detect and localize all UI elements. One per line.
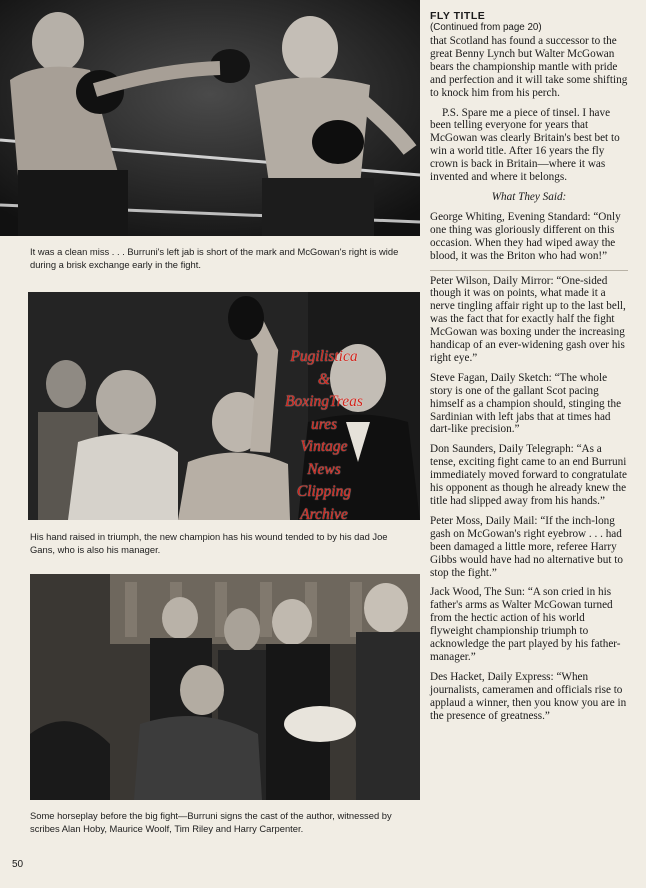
caption-photo-1: It was a clean miss . . . Burruni's left jab is short of the mark and McGowan's right is wide during a brisk exchange early in the fight. [30, 246, 399, 270]
watermark-line: BoxingTreas [285, 393, 363, 410]
article-title: FLY TITLE [430, 10, 486, 22]
article-column [430, 10, 628, 730]
photo-boxing-exchange [0, 0, 420, 236]
article-paragraph: that Scotland has found a successor to the great Benny Lynch but Walter McGowan bears the championship mantle with pride and perfection and it will take some shifting to knock him from his perch. [430, 35, 628, 99]
section-subhead: What They Said: [491, 190, 567, 203]
caption-photo-3: Some horseplay before the big fight—Burruni signs the cast of the author, witnessed by scribes Alan Hoby, Maurice Woolf, Tim Riley and Harry Carpenter. [30, 810, 392, 834]
photo-hand-raised [28, 292, 420, 520]
press-quote: Des Hacket, Daily Express: “When journalists, cameramen and officials rise to applaud a winner, then you know you are in the presence of greatness.” [430, 670, 627, 722]
press-quote: Peter Moss, Daily Mail: “If the inch-long gash on McGowan's right eyebrow . . . had been damaged a little more, referee Harry Gibbs would have had no alternative but to stop the fight.” [430, 514, 623, 579]
watermark-line: Vintage [300, 438, 348, 455]
press-quote: George Whiting, Evening Standard: “Only one thing was gloriously different on this occasion. When they had wiped away the blood, it was the Briton who had won!” [430, 210, 621, 262]
press-quote: Steve Fagan, Daily Sketch: “The whole story is one of the gallant Scot pacing himself as a champion should, stinging the Sardinian with left jabs that at times had dart-like precision.” [430, 371, 622, 436]
watermark-line: Pugilistica [290, 348, 358, 365]
watermark-line: News [307, 460, 341, 478]
press-quote: Peter Wilson, Daily Mirror: “One-sided though it was on points, what made it a nerve tingling affair right up to the last bell, was the fact that for exactly half the fight McGowan was boxing under the increasing handicap of an ever-widening gash over his right eye.” [430, 270, 628, 365]
article-paragraph: P.S. Spare me a piece of tinsel. I have been telling everyone for years that McGowan was clearly Britain's best bet to win a world title. After 16 years the fly crown is back in Britain—where it was invented and where it belongs. [430, 106, 620, 184]
caption-photo-2: His hand raised in triumph, the new champion has his wound tended to by his dad Joe Gans, who is also his manager. [30, 531, 388, 555]
watermark-line: Archive [300, 505, 348, 523]
watermark-line: & [317, 370, 331, 388]
press-quote: Don Saunders, Daily Telegraph: “As a tense, exciting fight came to an end Burruni immediately moved forward to congratulate his opponent as though he already knew the title had slipped away from his hands.” [430, 443, 627, 507]
watermark-line: Clipping [296, 483, 352, 500]
continued-note: (Continued from page 20) [430, 22, 542, 33]
watermark-line: ures [310, 415, 338, 433]
press-quote: Jack Wood, The Sun: “A son cried in his father's arms as Walter McGowan turned from the hectic action of his world flyweight championship triumph to acknowledge the part played by his father-manager.” [430, 586, 621, 663]
photo-signing-cast [30, 574, 420, 800]
page-number: 50 [12, 859, 24, 870]
